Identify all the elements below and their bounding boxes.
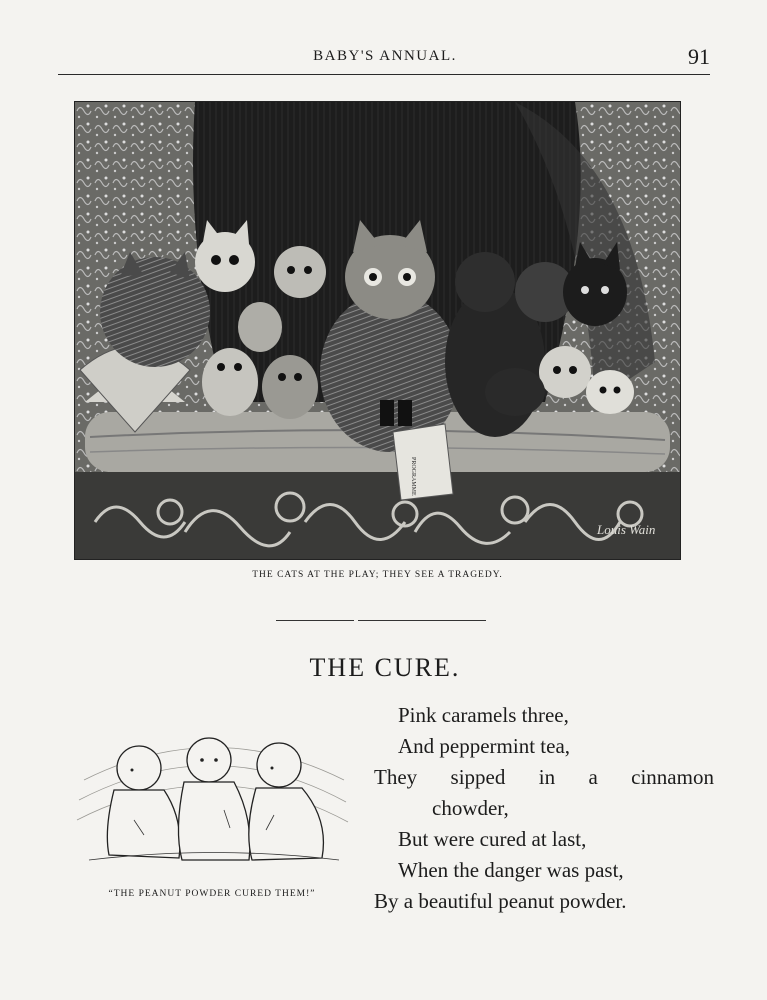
- poem-line-6: When the danger was past,: [398, 858, 624, 882]
- poem-line-2: And peppermint tea,: [398, 734, 571, 758]
- poem-line-1: Pink caramels three,: [398, 703, 569, 727]
- poem-word: sipped: [450, 765, 506, 789]
- babies-caption: “THE PEANUT POWDER CURED THEM!”: [108, 889, 316, 899]
- header-rule: [58, 74, 710, 75]
- poem-line-4: chowder,: [432, 796, 509, 820]
- programme-card: [393, 424, 453, 500]
- artist-signature: Louis Wain: [597, 522, 656, 537]
- divider-left: [276, 620, 354, 621]
- programme-text: PROGRAMME: [410, 457, 416, 496]
- poem-word: a: [588, 765, 598, 789]
- engraving-artwork: [75, 102, 680, 559]
- babies-artwork: [74, 720, 350, 870]
- running-title: BABY'S ANNUAL.: [313, 48, 457, 64]
- babies-illustration: [74, 720, 350, 870]
- divider-right: [358, 620, 486, 621]
- poem-title: THE CURE.: [309, 653, 461, 682]
- page-number: 91: [688, 44, 710, 69]
- poem-line-3: [374, 762, 714, 793]
- poem-word: cinnamon: [631, 765, 714, 789]
- cats-at-play-engraving: [74, 101, 681, 560]
- poem-word: in: [538, 765, 556, 789]
- poem-line-5: But were cured at last,: [398, 827, 587, 851]
- poem-body: [374, 700, 719, 917]
- running-head: [60, 42, 710, 72]
- engraving-caption: THE CATS AT THE PLAY; THEY SEE A TRAGEDY.: [252, 570, 503, 580]
- poem-word: They: [374, 765, 418, 789]
- poem-line-7: By a beautiful peanut powder.: [374, 889, 627, 913]
